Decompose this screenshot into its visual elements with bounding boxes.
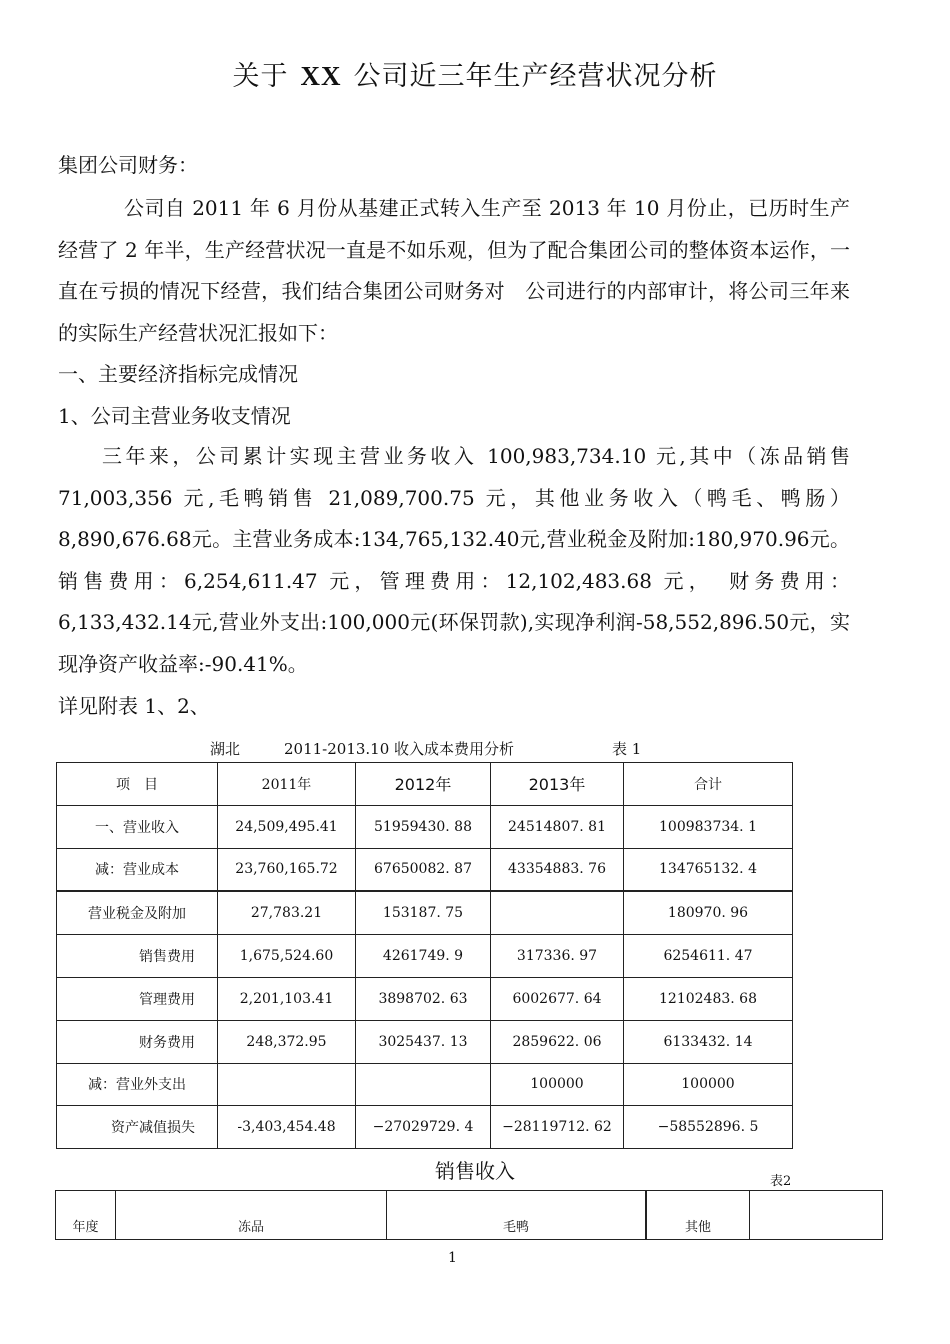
cell-2012: 3898702. 63: [356, 977, 491, 1020]
cell-2012: [356, 1063, 491, 1106]
cell-2011: 1,675,524.60: [218, 935, 356, 978]
cell-total: 12102483. 68: [624, 977, 793, 1020]
document-title: [0, 54, 950, 93]
table-row: [57, 1063, 793, 1106]
row-label: 营业税金及附加: [57, 891, 218, 934]
cell-2013: 2859622. 06: [491, 1020, 624, 1063]
cell-total: 6133432. 14: [624, 1020, 793, 1063]
cell-total: 180970. 96: [624, 891, 793, 934]
cell-2011: [218, 1063, 356, 1106]
cell-2013: 24514807. 81: [491, 805, 624, 848]
section-heading: 一、主要经济指标完成情况: [58, 362, 298, 386]
header-year: 年度: [56, 1191, 116, 1240]
table1-caption-number: 表 1: [612, 740, 642, 758]
cell-total: 100000: [624, 1063, 793, 1106]
cell-2012: −27029729. 4: [356, 1106, 491, 1149]
cell-2011: 27,783.21: [218, 891, 356, 934]
header-other: 其他: [646, 1191, 750, 1240]
row-label: 一、营业收入: [57, 805, 218, 848]
cell-2013: −28119712. 62: [491, 1106, 624, 1149]
cell-2013: 100000: [491, 1063, 624, 1106]
header-2012: 2012年: [356, 763, 491, 806]
income-cost-table: [56, 762, 793, 1149]
subsection-heading: 1、公司主营业务收支情况: [58, 404, 291, 428]
sales-income-table: [55, 1190, 883, 1240]
cell-2012: 67650082. 87: [356, 848, 491, 891]
table-row: [57, 891, 793, 934]
sales-table-title: 销售收入: [435, 1159, 515, 1183]
cell-2013: 6002677. 64: [491, 977, 624, 1020]
row-label: 减：营业外支出: [57, 1063, 218, 1106]
cell-2011: 248,372.95: [218, 1020, 356, 1063]
table-row: [57, 848, 793, 891]
cell-2013: 43354883. 76: [491, 848, 624, 891]
table1-caption-title: 2011-2013.10 收入成本费用分析: [284, 740, 515, 758]
row-label: 销售费用: [57, 935, 218, 978]
cell-2011: 24,509,495.41: [218, 805, 356, 848]
salutation: 集团公司财务：: [58, 153, 198, 177]
cell-total: 100983734. 1: [624, 805, 793, 848]
cell-total: 6254611. 47: [624, 935, 793, 978]
header-live-duck: 毛鸭: [387, 1191, 647, 1240]
cell-2012: 51959430. 88: [356, 805, 491, 848]
intro-paragraph: 公司自 2011 年 6 月份从基建正式转入生产至 2013 年 10 月份止，已历时生产经营了 2 年半，生产经营状况一直是不如乐观，但为了配合集团公司的整体资本运作，一直在亏损的情况下经营，我们结合集团公司财务对 公司进行的内部审计，将公司三年来的实际生产经营状况汇报如下：: [58, 196, 850, 345]
table1-caption-region: 湖北: [210, 740, 241, 758]
see-appendix: 详见附表 1、2、: [58, 694, 210, 718]
table-row: [57, 935, 793, 978]
summary-paragraph: 三年来，公司累计实现主营业务收入 100,983,734.10 元,其中（冻品销售 71,003,356 元,毛鸭销售 21,089,700.75 元，其他业务收入（鸭毛、鸭肠）8,890,676.68元。主营业务成本:134,765,132.40元,营业税金及附加:180,970.96元。销售费用：6,254,611.47 元，管理费用：12,102,483.68 元， 财务费用：6,133,432.14元,营业外支出:100,000元(环保罚款),实现净利润-58,552,896.50元，实现净资产收益率:-90.41%。: [58, 444, 850, 676]
title-suffix: 公司近三年生产经营状况分析: [353, 61, 718, 92]
cell-2011: -3,403,454.48: [218, 1106, 356, 1149]
row-label: 减：营业成本: [57, 848, 218, 891]
table2-caption-number: 表2: [770, 1174, 792, 1189]
header-2011: 2011年: [218, 763, 356, 806]
cell-2012: 153187. 75: [356, 891, 491, 934]
header-item: 项 目: [57, 763, 218, 806]
cell-2011: 2,201,103.41: [218, 977, 356, 1020]
row-label: 管理费用: [57, 977, 218, 1020]
header-blank: [750, 1191, 883, 1240]
table-row: [57, 1106, 793, 1149]
cell-2013: [491, 891, 624, 934]
cell-2012: 4261749. 9: [356, 935, 491, 978]
table-row: [57, 805, 793, 848]
table-header-row: [56, 1191, 883, 1240]
cell-2013: 317336. 97: [491, 935, 624, 978]
cell-2012: 3025437. 13: [356, 1020, 491, 1063]
header-frozen: 冻品: [116, 1191, 387, 1240]
cell-2011: 23,760,165.72: [218, 848, 356, 891]
cell-total: 134765132. 4: [624, 848, 793, 891]
row-label: 资产减值损失: [57, 1106, 218, 1149]
title-prefix: 关于: [232, 61, 289, 92]
header-2013: 2013年: [491, 763, 624, 806]
table-row: [57, 977, 793, 1020]
row-label: 财务费用: [57, 1020, 218, 1063]
table-header-row: [57, 763, 793, 806]
title-company: XX: [300, 61, 342, 91]
header-total: 合计: [624, 763, 793, 806]
table-row: [57, 1020, 793, 1063]
page-number: 1: [448, 1250, 457, 1266]
cell-total: −58552896. 5: [624, 1106, 793, 1149]
